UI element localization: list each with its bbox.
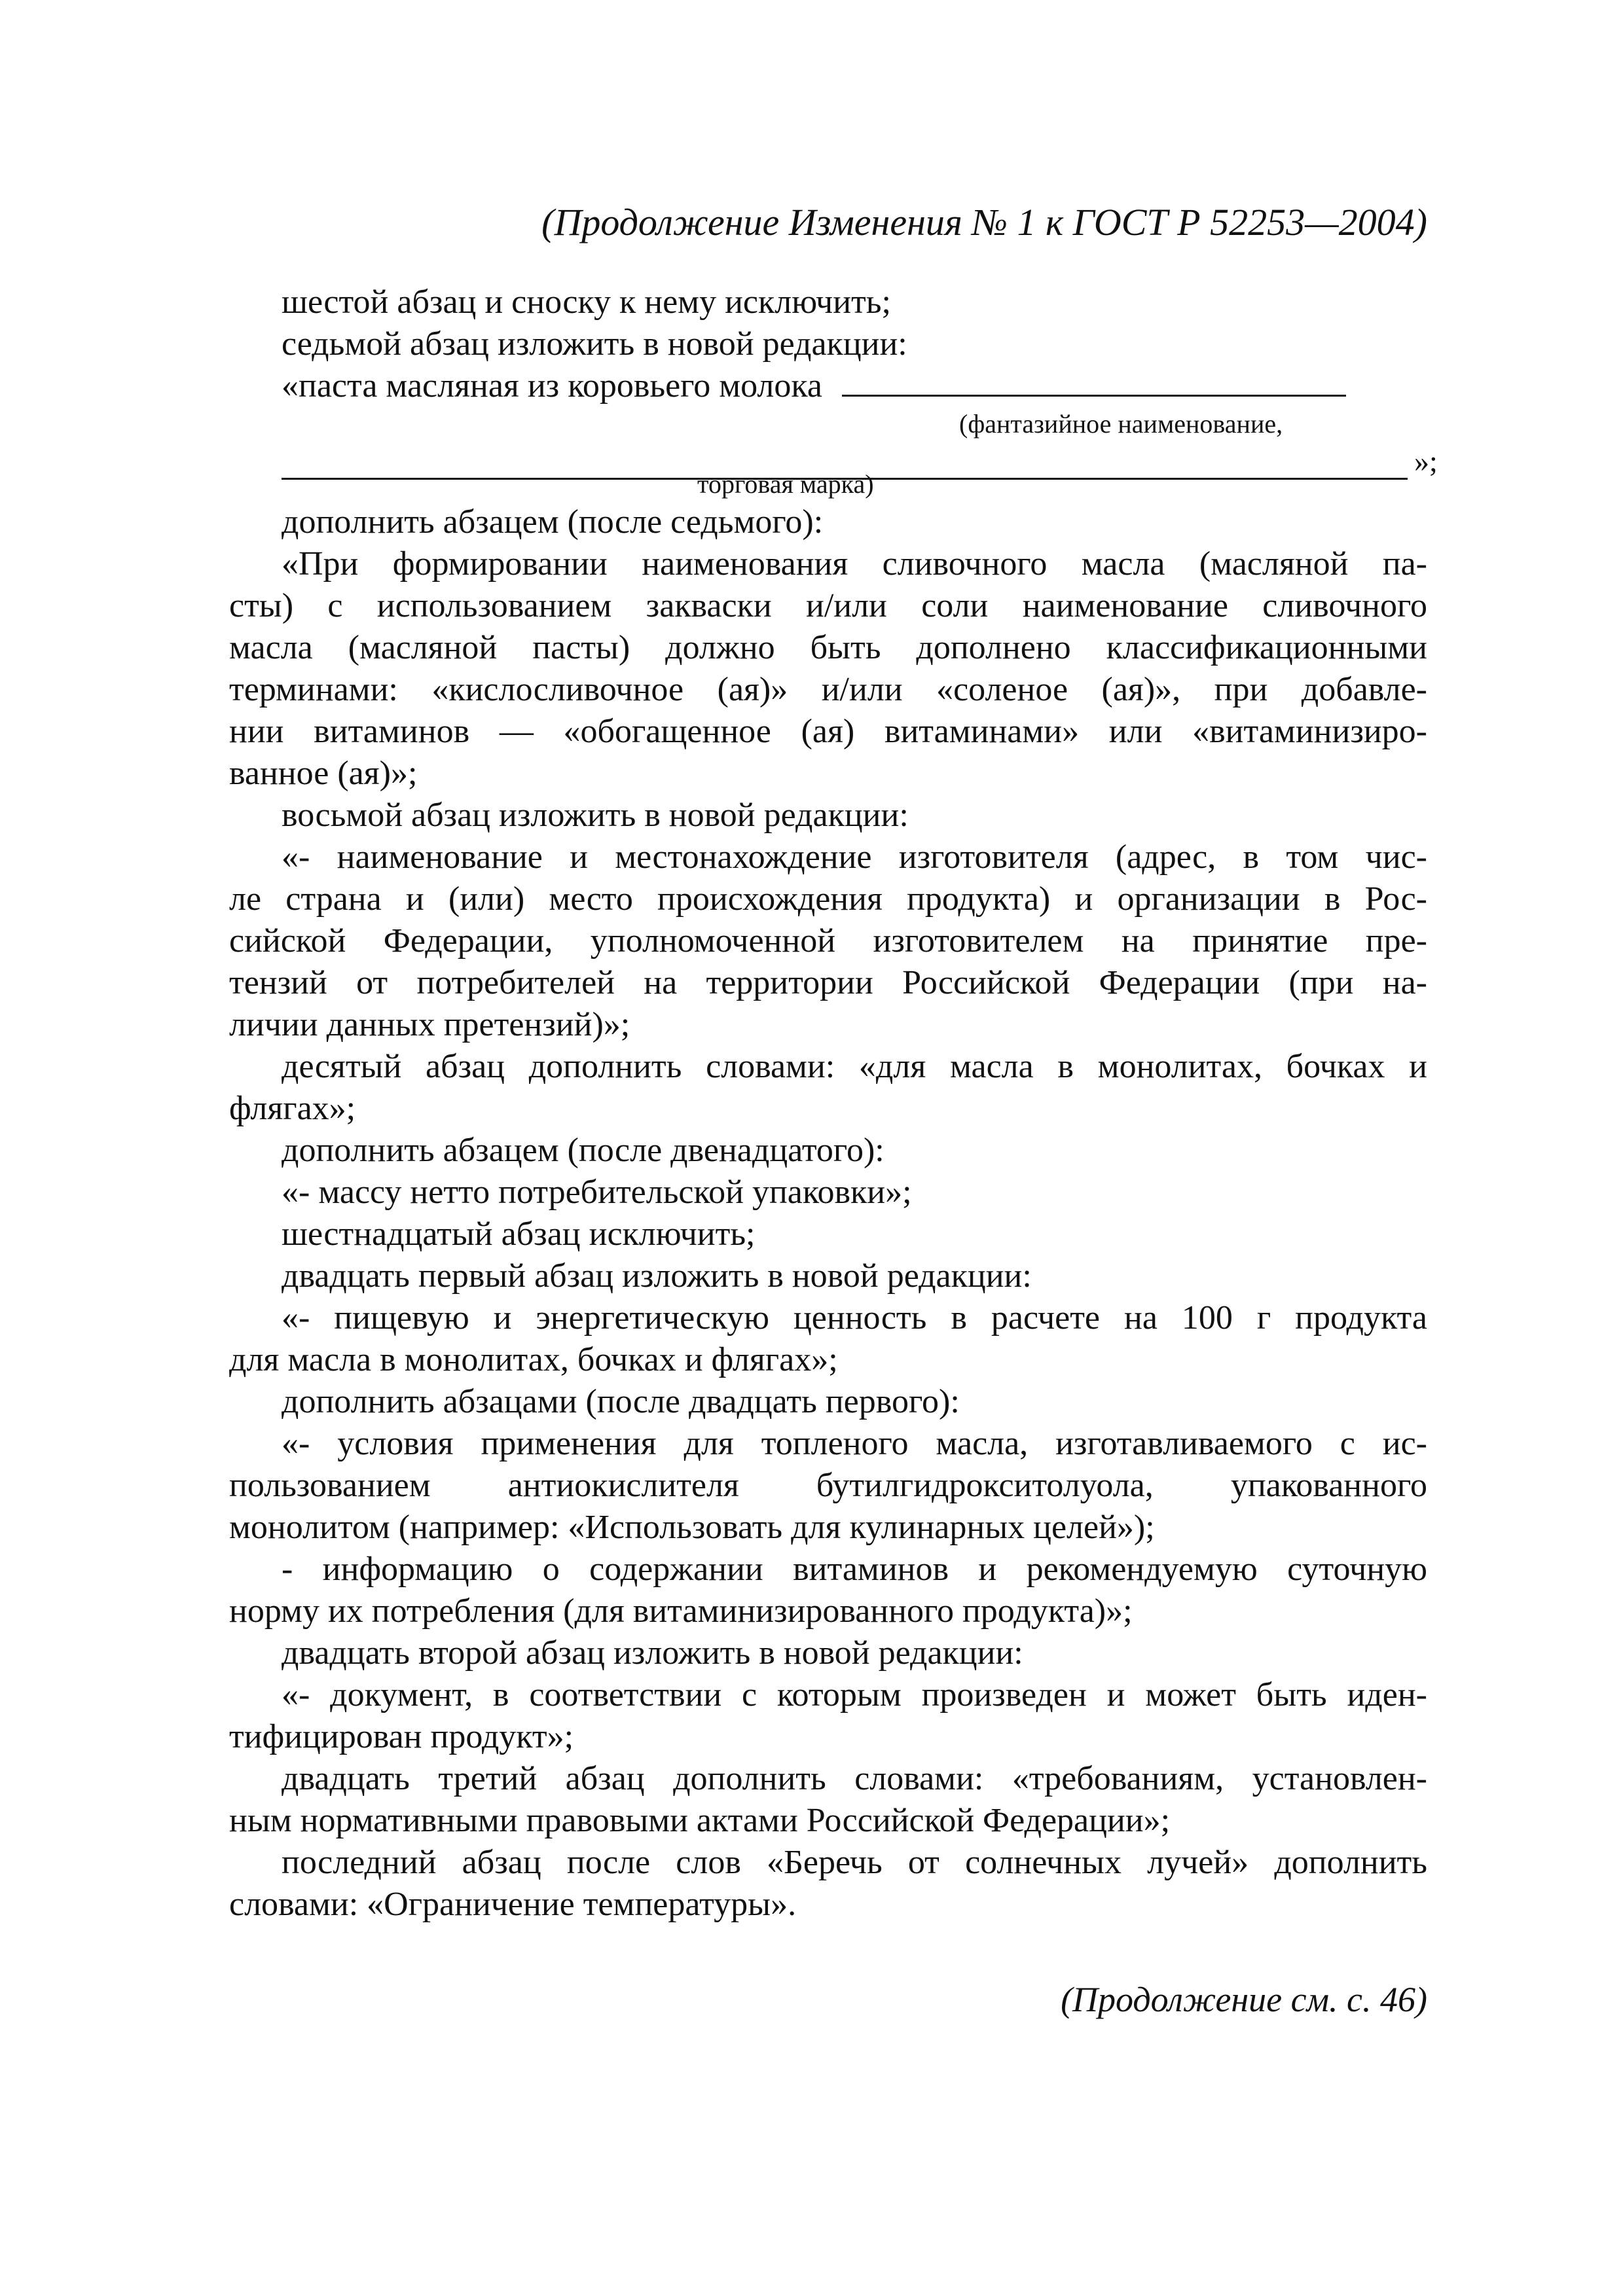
- paragraph-line: последний абзац после слов «Беречь от солнечных лучей» дополнить: [282, 1844, 1427, 1881]
- paragraph-line: «- массу нетто потребительской упаковки»;: [282, 1174, 912, 1211]
- paragraph-line: дополнить абзацем (после седьмого):: [282, 503, 824, 541]
- paragraph-line: норму их потребления (для витаминизированного продукта)»;: [229, 1592, 1133, 1630]
- paragraph-line: седьмой абзац изложить в новой редакции:: [282, 325, 907, 363]
- blank-caption: (фантазийное наименование,: [959, 409, 1283, 439]
- paragraph-line: ле страна и (или) место происхождения продукта) и организации в Рос-: [229, 880, 1427, 918]
- paragraph-line: шестой абзац и сноску к нему исключить;: [282, 283, 891, 321]
- paragraph-line: для масла в монолитах, бочках и флягах»;: [229, 1341, 838, 1378]
- blank-caption: торговая марка): [697, 469, 874, 499]
- form-template-line: [229, 365, 1427, 407]
- paragraph-line: «- условия применения для топленого масла, изготавливаемого с ис-: [282, 1425, 1427, 1462]
- paragraph-line: масла (масляной пасты) должно быть дополнено классификационными: [229, 629, 1427, 666]
- continuation-note: (Продолжение см. с. 46): [1061, 1980, 1427, 2019]
- paragraph-line: - информацию о содержании витаминов и рекомендуемую суточную: [282, 1551, 1427, 1588]
- form-template-ending: »;: [1414, 444, 1438, 478]
- paragraph-line: пользованием антиокислителя бутилгидрокситолуола, упакованного: [229, 1467, 1427, 1504]
- paragraph-line: флягах»;: [229, 1090, 356, 1127]
- paragraph-line: сийской Федерации, уполномоченной изготовителем на принятие пре-: [229, 922, 1427, 960]
- form-template-text: «паста масляная из коровьего молока: [282, 367, 822, 404]
- paragraph-line: «- документ, в соответствии с которым произведен и может быть иден-: [282, 1676, 1427, 1713]
- paragraph-line: двадцать второй абзац изложить в новой редакции:: [282, 1634, 1023, 1672]
- paragraph-line: двадцать первый абзац изложить в новой редакции:: [282, 1257, 1032, 1295]
- paragraph-line: словами: «Ограничение температуры».: [229, 1886, 797, 1923]
- paragraph-line: шестнадцатый абзац исключить;: [282, 1215, 756, 1253]
- paragraph-line: ванное (ая)»;: [229, 755, 418, 792]
- fill-in-blank: [282, 458, 1408, 480]
- paragraph-line: терминами: «кислосливочное (ая)» и/или «соленое (ая)», при добавле-: [229, 671, 1427, 708]
- amendment-body: [229, 281, 1438, 1926]
- paragraph-line: тифицирован продукт»;: [229, 1718, 574, 1755]
- form-template-line: [229, 441, 1438, 478]
- paragraph-line: личии данных претензий)»;: [229, 1006, 630, 1043]
- paragraph-line: восьмой абзац изложить в новой редакции:: [282, 797, 909, 834]
- paragraph-line: «- наименование и местонахождение изготовителя (адрес, в том чис-: [282, 838, 1427, 876]
- running-header: (Продолжение Изменения № 1 к ГОСТ Р 52253—2004): [541, 201, 1427, 243]
- paragraph-line: двадцать третий абзац дополнить словами: «требованиям, установлен-: [282, 1760, 1427, 1797]
- paragraph-line: сты) с использованием закваски и/или соли наименование сливочного: [229, 587, 1427, 624]
- paragraph-line: «При формировании наименования сливочного масла (масляной па-: [282, 545, 1427, 583]
- fill-in-blank: [842, 368, 1346, 397]
- paragraph-line: «- пищевую и энергетическую ценность в расчете на 100 г продукта: [282, 1299, 1427, 1336]
- paragraph-line: монолитом (например: «Использовать для кулинарных целей»);: [229, 1509, 1155, 1546]
- paragraph-line: нии витаминов — «обогащенное (ая) витаминами» или «витаминизиро-: [229, 713, 1427, 750]
- paragraph-line: десятый абзац дополнить словами: «для масла в монолитах, бочках и: [282, 1048, 1427, 1085]
- paragraph-line: ным нормативными правовыми актами Российской Федерации»;: [229, 1802, 1171, 1839]
- paragraph-line: тензий от потребителей на территории Российской Федерации (при на-: [229, 964, 1427, 1001]
- paragraph-line: дополнить абзацем (после двенадцатого):: [282, 1132, 884, 1169]
- paragraph-line: дополнить абзацами (после двадцать первого):: [282, 1383, 960, 1420]
